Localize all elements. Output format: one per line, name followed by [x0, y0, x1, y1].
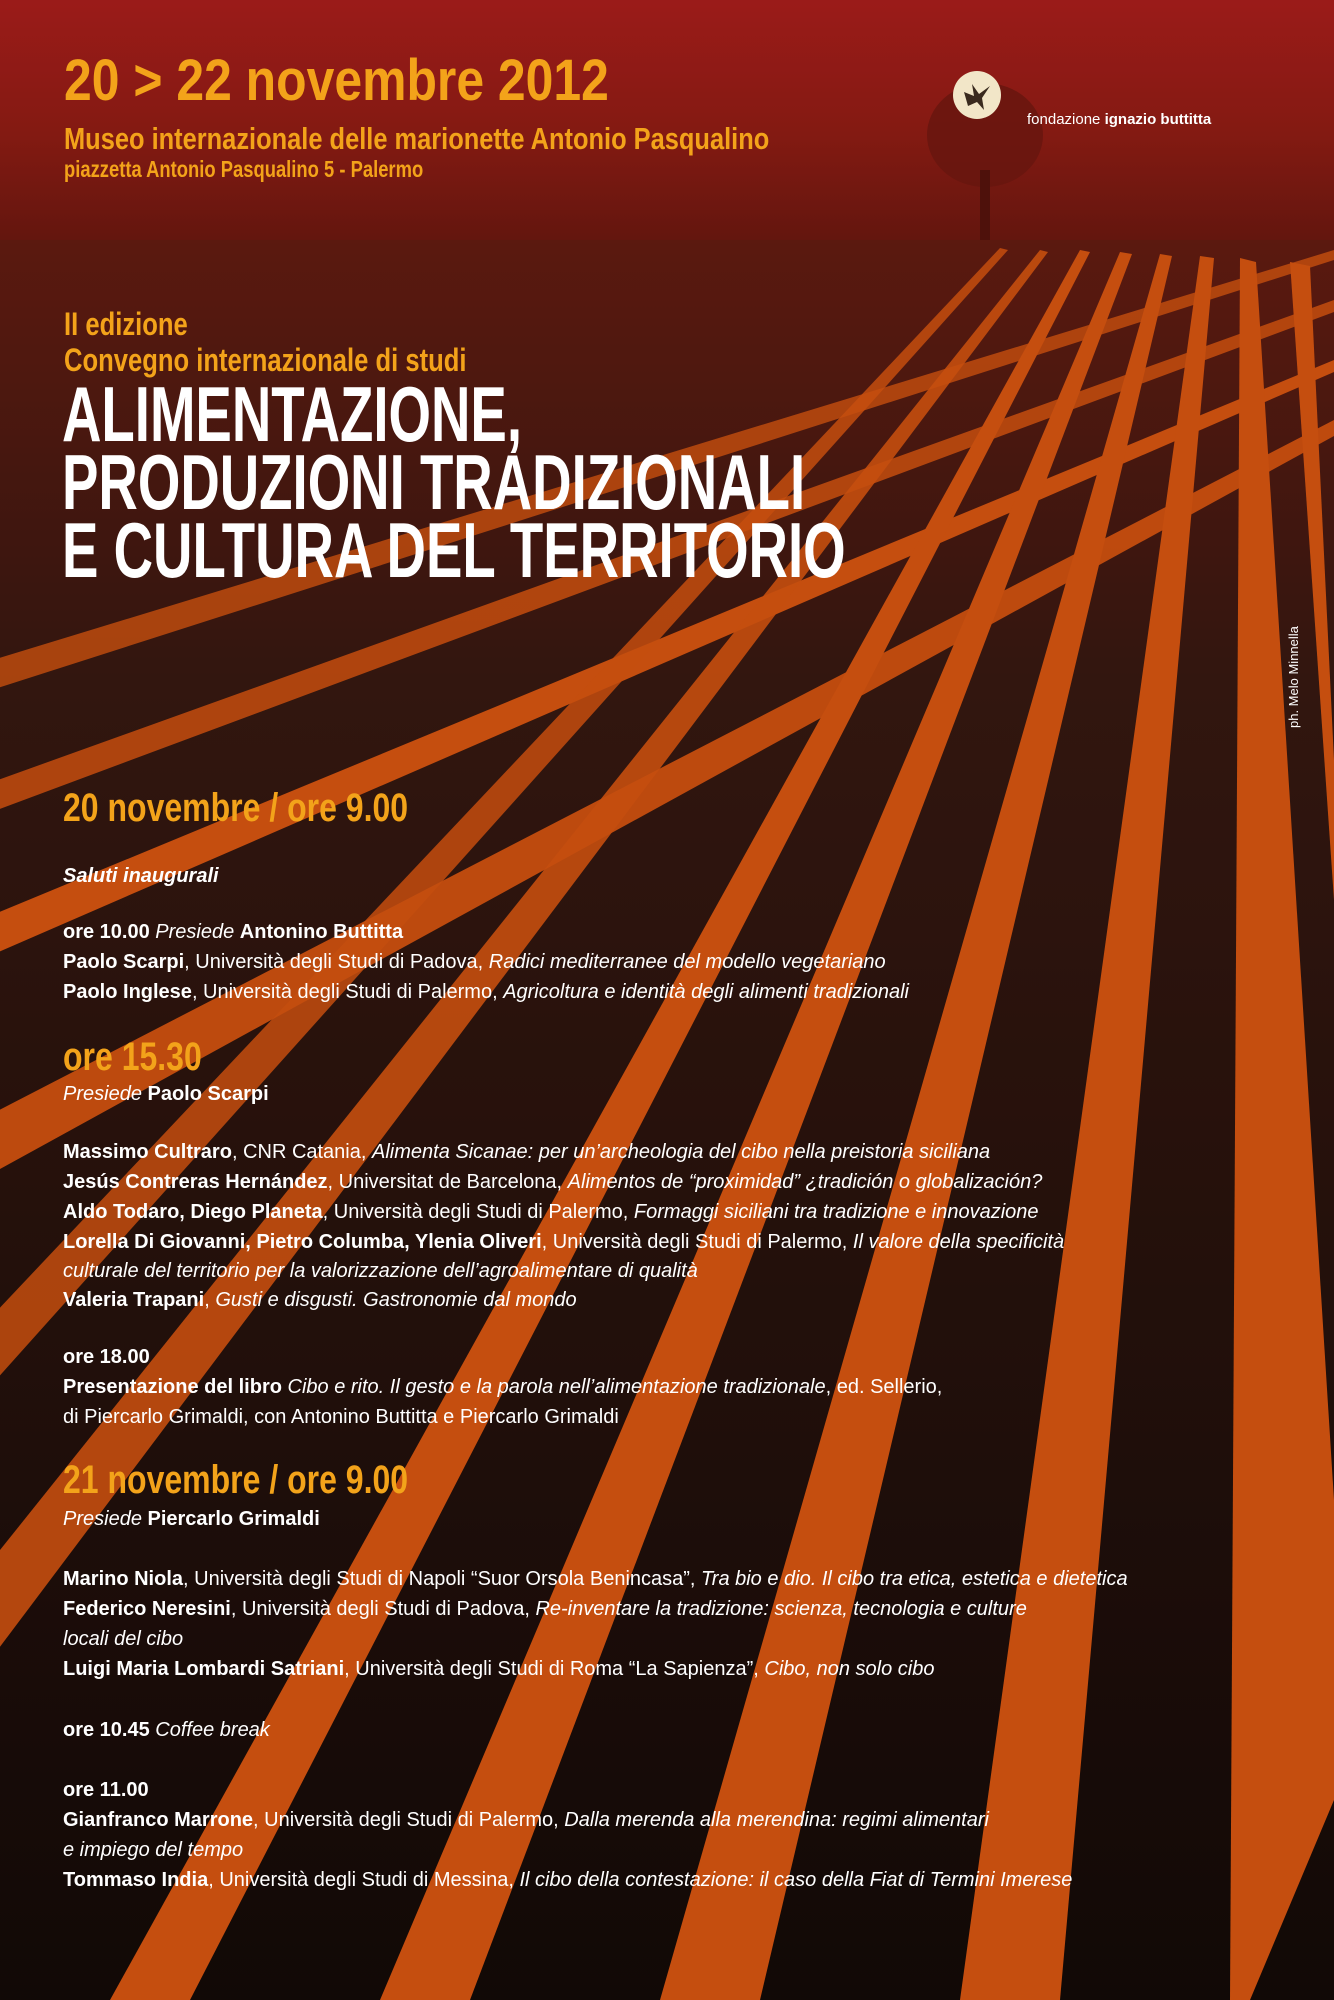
title-line-2: PRODUZIONI TRADIZIONALI — [62, 438, 806, 526]
session1-line: ore 10.00 Presiede Antonino Buttitta — [63, 921, 404, 943]
title-line-3: E CULTURA DEL TERRITORIO — [62, 506, 846, 594]
talk-12: Tommaso India, Università degli Studi di Messina, Il cibo della contestazione: il caso della Fiat di Termini Imerese — [63, 1869, 1073, 1891]
talk-1: Paolo Scarpi, Università degli Studi di Padova, Radici mediterranee del modello vegetariano — [63, 951, 886, 973]
title-line-1: ALIMENTAZIONE, — [62, 370, 523, 458]
day1-heading: 20 novembre / ore 9.00 — [63, 786, 409, 830]
foundation-prefix: fondazione — [1027, 111, 1101, 128]
book-authors: di Piercarlo Grimaldi, con Antonino Buttitta e Piercarlo Grimaldi — [63, 1406, 619, 1428]
coffee-break: ore 10.45 Coffee break — [63, 1719, 270, 1741]
bird-logo-icon — [952, 70, 1002, 120]
venue-address: piazzetta Antonio Pasqualino 5 - Palermo — [64, 156, 424, 182]
talk-2: Paolo Inglese, Università degli Studi di Palermo, Agricoltura e identità degli alimenti tradizionali — [63, 981, 909, 1003]
foundation-bold-name: ignazio buttitta — [1104, 111, 1212, 128]
talk-5: Aldo Todaro, Diego Planeta, Università degli Studi di Palermo, Formaggi siciliani tra tradizione e innovazione — [63, 1201, 1039, 1223]
talk-4: Jesús Contreras Hernández, Universitat de Barcelona, Alimentos de “proximidad” ¿tradición o globalización? — [63, 1171, 1043, 1193]
event-title — [62, 370, 846, 594]
foundation-name — [1027, 111, 1211, 128]
day2-heading: 21 novembre / ore 9.00 — [63, 1458, 409, 1502]
afternoon-heading: ore 15.30 — [63, 1035, 202, 1079]
conference-label: Convegno internazionale di studi — [64, 342, 467, 378]
photo-credit: ph. Melo Minnella — [1286, 626, 1301, 728]
talk-3: Massimo Cultraro, CNR Catania, Alimenta Sicanae: per un’archeologia del cibo nella preistoria siciliana — [63, 1141, 991, 1163]
venue-name: Museo internazionale delle marionette Antonio Pasqualino — [64, 121, 770, 156]
session4-chair: Presiede Piercarlo Grimaldi — [63, 1508, 320, 1530]
session2-chair: Presiede Paolo Scarpi — [63, 1083, 269, 1105]
talk-8: Marino Niola, Università degli Studi di Napoli “Suor Orsola Benincasa”, Tra bio e dio. Il cibo tra etica, estetica e dietetica — [63, 1568, 1128, 1590]
edition-label: II edizione — [64, 306, 188, 342]
session5-time: ore 11.00 — [63, 1779, 149, 1801]
talk-10: Luigi Maria Lombardi Satriani, Università degli Studi di Roma “La Sapienza”, Cibo, non solo cibo — [63, 1658, 935, 1680]
talk-6: Lorella Di Giovanni, Pietro Columba, Ylenia Oliveri, Università degli Studi di Palermo, Il valore della specificità — [63, 1231, 1065, 1253]
book-presentation: Presentazione del libro Cibo e rito. Il gesto e la parola nell’alimentazione tradizionale, ed. Sellerio, — [63, 1376, 943, 1398]
talk-7: Valeria Trapani, Gusti e disgusti. Gastronomie dal mondo — [63, 1289, 577, 1311]
session3-time: ore 18.00 — [63, 1346, 150, 1368]
talk-6-cont: culturale del territorio per la valorizzazione dell’agroalimentare di qualità — [63, 1260, 698, 1282]
welcome-line: Saluti inaugurali — [63, 865, 219, 887]
talk-11-cont: e impiego del tempo — [63, 1839, 244, 1861]
talk-11: Gianfranco Marrone, Università degli Studi di Palermo, Dalla merenda alla merendina: regimi alimentari — [63, 1809, 989, 1831]
event-dates: 20 > 22 novembre 2012 — [64, 48, 609, 113]
talk-9-cont: locali del cibo — [63, 1628, 184, 1650]
talk-9: Federico Neresini, Università degli Studi di Padova, Re-inventare la tradizione: scienza, tecnologia e culture — [63, 1598, 1027, 1620]
